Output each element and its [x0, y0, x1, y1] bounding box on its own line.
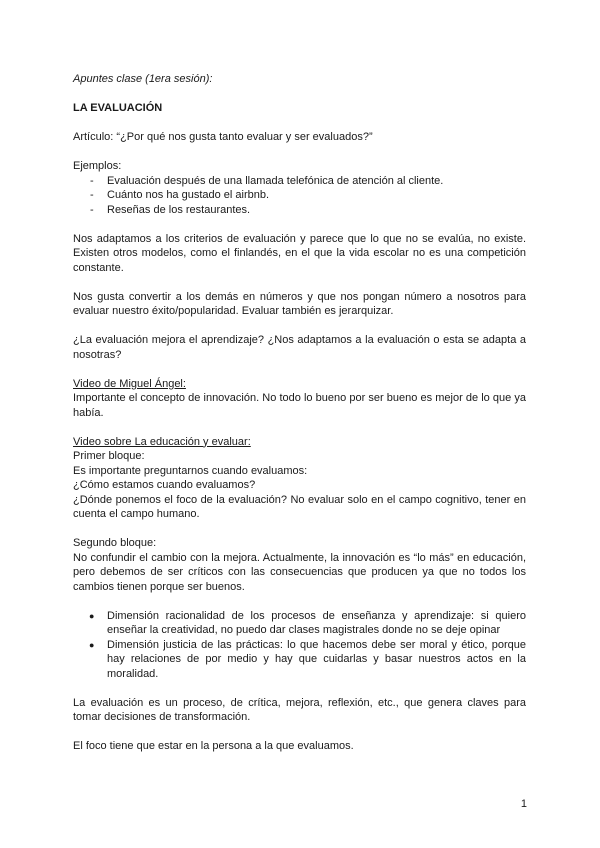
- dimension-item: ● Dimensión justicia de las prácticas: lo que hacemos debe ser moral y ético, porque hay relaciones de por medio y hay que cuidarlas y basar nuestros actos en la moralidad.: [89, 638, 526, 682]
- dimension-item: ● Dimensión racionalidad de los procesos de enseñanza y aprendizaje: si quiero enseñar la creatividad, no puedo dar clases magistrales donde no se deje opinar: [89, 609, 526, 638]
- paragraph-pregunta: ¿La evaluación mejora el aprendizaje? ¿Nos adaptamos a la evaluación o esta se adapta a nosotras?: [73, 334, 526, 361]
- bloque1-line: ¿Cómo estamos cuando evaluamos?: [73, 479, 256, 491]
- paragraph-foco: El foco tiene que estar en la persona a la que evaluamos.: [73, 740, 354, 752]
- example-item: - Cuánto nos ha gustado el airbnb.: [90, 188, 526, 203]
- paragraph-criterios: Nos adaptamos a los criterios de evaluación y parece que lo que no se evalúa, no existe. Existen otros modelos, como el finlandés, en el que la vida escolar no es una competición constante.: [73, 232, 526, 274]
- notes-subtitle: Apuntes clase (1era sesión):: [73, 73, 213, 85]
- bloque1-line: ¿Dónde ponemos el foco de la evaluación? No evaluar solo en el campo cognitivo, tener en cuenta el campo humano.: [73, 493, 526, 520]
- video1-title: Video de Miguel Ángel:: [73, 377, 186, 390]
- examples-list: [73, 174, 526, 218]
- bloque2-label: Segundo bloque:: [73, 537, 157, 549]
- article-line: Artículo: “¿Por qué nos gusta tanto evaluar y ser evaluados?”: [73, 131, 373, 143]
- bloque2-text: No confundir el cambio con la mejora. Actualmente, la innovación es “lo más” en educación, pero debemos de ser críticos con las consecuencias que producen ya que no todos los cambios tienen porque ser buenos.: [73, 551, 526, 593]
- example-item: - Reseñas de los restaurantes.: [90, 203, 526, 218]
- dimensions-list: [73, 609, 526, 682]
- paragraph-proceso: La evaluación es un proceso, de crítica, mejora, reflexión, etc., que genera claves para tomar decisiones de transformación.: [73, 696, 526, 723]
- document-title: LA EVALUACIÓN: [73, 102, 163, 114]
- bloque1-label: Primer bloque:: [73, 450, 145, 462]
- examples-label: Ejemplos:: [73, 160, 122, 172]
- page-number: 1: [520, 798, 527, 810]
- bloque1-line: Es importante preguntarnos cuando evaluamos:: [73, 464, 308, 477]
- example-item: - Evaluación después de una llamada telefónica de atención al cliente.: [90, 174, 526, 189]
- paragraph-numeros: Nos gusta convertir a los demás en números y que nos pongan número a nosotros para evaluar nuestro éxito/popularidad. Evaluar también es jerarquizar.: [73, 290, 526, 317]
- video2-title: Video sobre La educación y evaluar:: [73, 435, 251, 448]
- video1-text: Importante el concepto de innovación. No todo lo bueno por ser bueno es mejor de lo que ya había.: [73, 392, 526, 419]
